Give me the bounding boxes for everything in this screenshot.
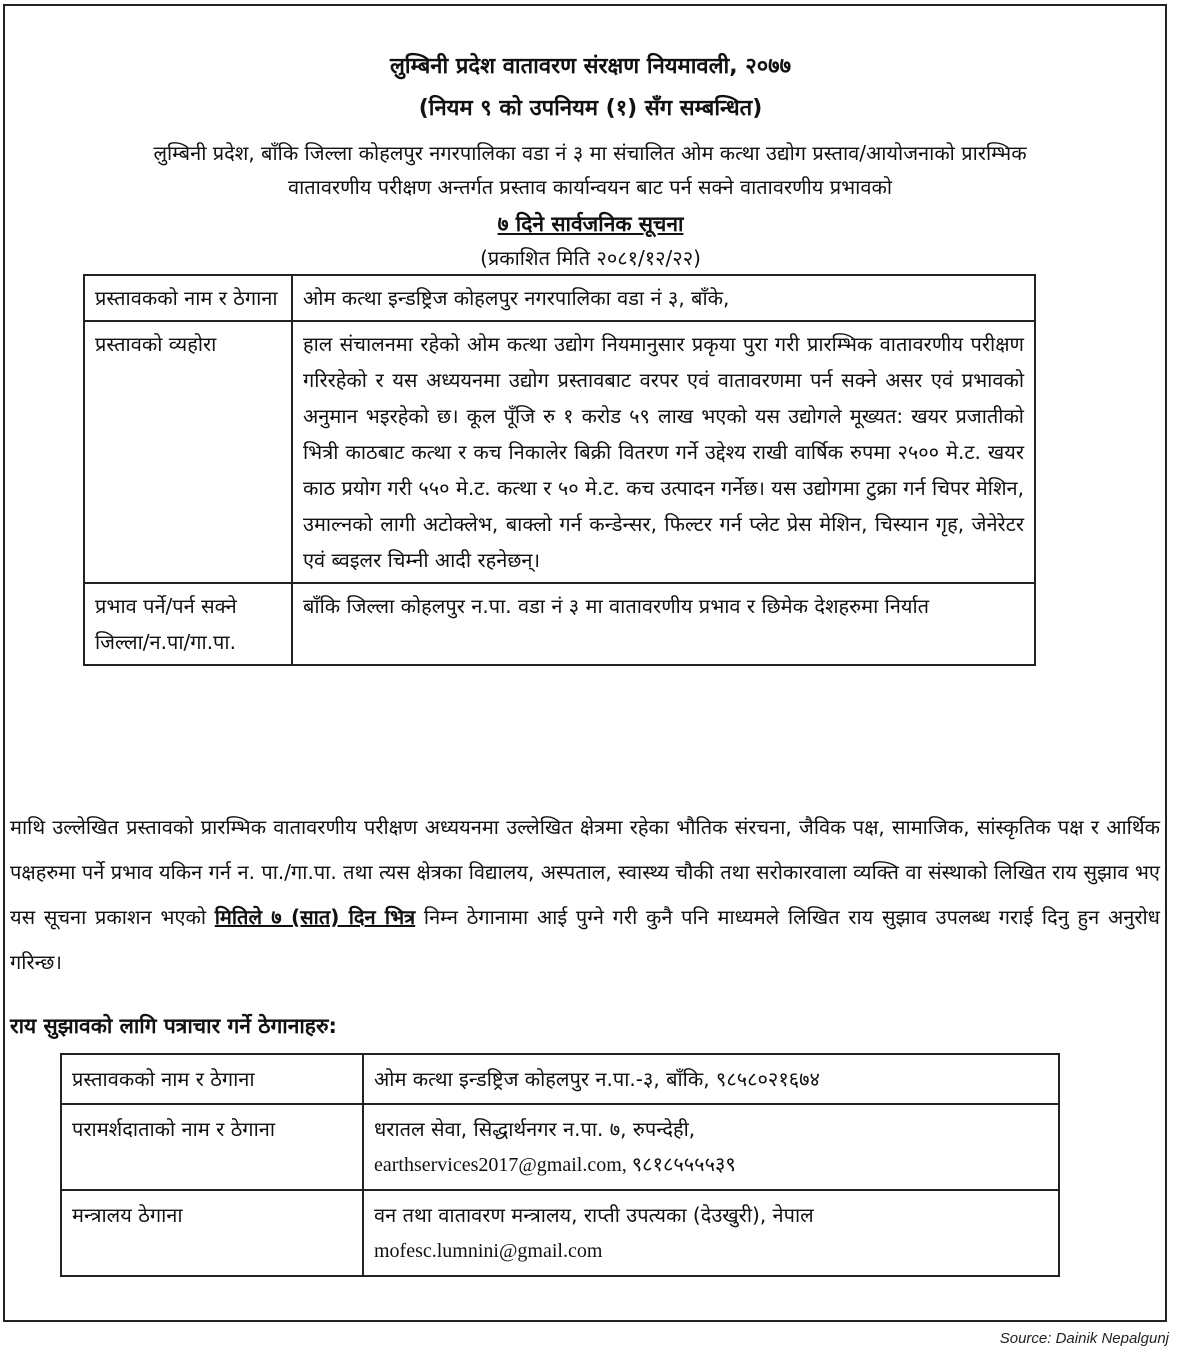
intro-text — [20, 136, 1160, 204]
table-row — [61, 1054, 1059, 1104]
paragraph-main: माथि उल्लेखित प्रस्तावको प्रारम्भिक वातावरणीय परीक्षण अध्ययनमा उल्लेखित क्षेत्रमा रहेका भौतिक संरचना, जैविक पक्ष, सामाजिक, सांस्कृतिक पक्ष र आर्थिक पक्षहरुमा पर्ने प्रभाव यकिन गर्न न. पा./गा.पा. तथा त्यस क्षेत्रका विद्यालय, अस्पताल, स्वास्थ्य चौकी तथा सरोकारवाला व्यक्ति वा संस्थाको लिखित राय सुझाव भए यस सूचना प्रकाशन भएको — [10, 815, 1160, 929]
contact-value — [363, 1190, 1059, 1276]
row-key: प्रस्तावको व्यहोरा — [84, 321, 292, 583]
contacts-heading: राय सुझावको लागि पत्राचार गर्ने ठेगानाहरु: — [10, 1014, 337, 1038]
row-value: हाल संचालनमा रहेको ओम कत्था उद्योग नियमानुसार प्रकृया पुरा गरी प्रारम्भिक वातावरणीय परीक्षण गरिरहेको र यस अध्ययनमा उद्योग प्रस्तावबाट वरपर एवं वातावरणमा पर्न सक्ने असर एवं प्रभावको अनुमान भइरहेको छ। कूल पूँजि रु १ करोड ५९ लाख भएको यस उद्योगले मूख्यत: खयर प्रजातीको भित्री काठबाट कत्था र कच निकालेर बिक्री वितरण गर्ने उद्देश्य राखी वार्षिक रुपमा २५०० मे.ट. खयर काठ प्रयोग गरी ५५० मे.ट. कत्था र ५० मे.ट. कच उत्पादन गर्नेछ। यस उद्योगमा टुक्रा गर्न चिपर मेशिन, उमाल्नको लागी अटोक्लेभ, बाक्लो गर्न कन्डेन्सर, फिल्टर गर्न प्लेट प्रेस मेशिन, चिस्यान गृह, जेनेरेटर एवं ब्वइलर चिम्नी आदी रहनेछन्। — [292, 321, 1035, 583]
contact-key: परामर्शदाताको नाम र ठेगाना — [61, 1104, 363, 1190]
paragraph-end: निम्न ठेगानामा आई पुग्ने गरी कुनै पनि माध्यमले लिखित राय सुझाव उपलब्ध गराई दिनु हुन अनुरोध गरिन्छ। — [10, 905, 1160, 974]
notice-heading: ७ दिने सार्वजनिक सूचना — [497, 212, 684, 236]
contact-key: मन्त्रालय ठेगाना — [61, 1190, 363, 1276]
contact-email-line: mofesc.lumnini@gmail.com — [374, 1240, 603, 1262]
contact-line: ओम कत्था इन्डष्ट्रिज कोहलपुर न.पा.-३, बाँकि, ९८५८०२१६७४ — [374, 1067, 820, 1091]
source-credit: Source: Dainik Nepalgunj — [999, 1330, 1169, 1347]
notice-title: लुम्बिनी प्रदेश वातावरण संरक्षण नियमावली, २०७७ — [389, 54, 792, 79]
contacts-table — [60, 1053, 1060, 1277]
row-value: बाँकि जिल्ला कोहलपुर न.पा. वडा नं ३ मा वातावरणीय प्रभाव र छिमेक देशहरुमा निर्यात — [292, 583, 1035, 665]
contact-key: प्रस्तावकको नाम र ठेगाना — [61, 1054, 363, 1104]
row-key: प्रस्तावकको नाम र ठेगाना — [84, 275, 292, 321]
intro-line-2: वातावरणीय परीक्षण अन्तर्गत प्रस्ताव कार्यान्वयन बाट पर्न सक्ने वातावरणीय प्रभावको — [287, 175, 893, 199]
intro-line-1: लुम्बिनी प्रदेश, बाँकि जिल्ला कोहलपुर नगरपालिका वडा नं ३ मा संचालित ओम कत्था उद्योग प्रस्ताव/आयोजनाको प्रारम्भिक — [153, 141, 1027, 165]
deadline-emphasis: मितिले ७ (सात) दिन भित्र — [214, 905, 416, 929]
published-date: (प्रकाशित मिति २०८१/१२/२२) — [480, 246, 701, 270]
contact-line: धरातल सेवा, सिद्धार्थनगर न.पा. ७, रुपन्देही, — [374, 1117, 696, 1141]
contact-line: वन तथा वातावरण मन्त्रालय, राप्ती उपत्यका (देउखुरी), नेपाल — [374, 1203, 814, 1227]
notice-subtitle: (नियम ९ को उपनियम (१) सँग सम्बन्धित) — [418, 96, 763, 121]
table-row — [61, 1190, 1059, 1276]
request-paragraph — [10, 805, 1160, 985]
contact-email-line: earthservices2017@gmail.com, ९८१८५५५५३९ — [374, 1154, 736, 1176]
row-key: प्रभाव पर्ने/पर्न सक्ने जिल्ला/न.पा/गा.पा. — [84, 583, 292, 665]
row-value: ओम कत्था इन्डष्ट्रिज कोहलपुर नगरपालिका वडा नं ३, बाँके, — [292, 275, 1035, 321]
table-row — [61, 1104, 1059, 1190]
table-row — [84, 321, 1035, 583]
contact-value — [363, 1054, 1059, 1104]
table-row — [84, 583, 1035, 665]
contact-value — [363, 1104, 1059, 1190]
table-row — [84, 275, 1035, 321]
proposal-table — [83, 274, 1036, 666]
